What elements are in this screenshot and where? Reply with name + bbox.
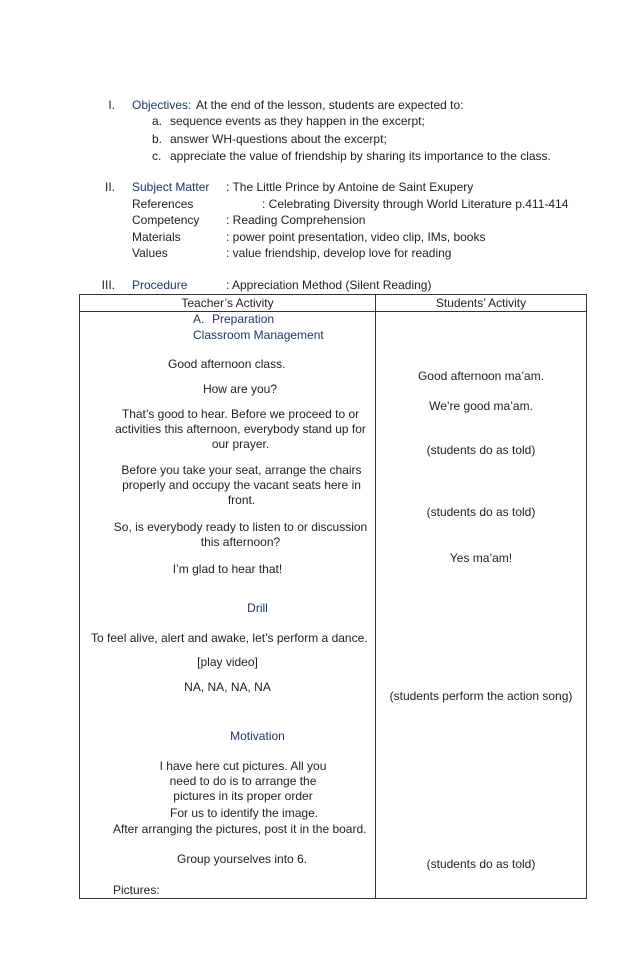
preparation-title: Preparation	[212, 312, 275, 326]
objective-letter: a.	[152, 114, 163, 128]
motivation-title: Motivation	[230, 729, 285, 743]
subject-matter-value: : The Little Prince by Antoine de Saint Exupery	[226, 180, 474, 194]
teacher-line: Pictures:	[113, 883, 160, 897]
references-label: References	[132, 197, 194, 211]
teacher-line: To feel alive, alert and awake, let’s perform a dance.	[91, 631, 368, 645]
student-line: (students do as told)	[426, 857, 536, 871]
student-line: (students perform the action song)	[389, 689, 573, 703]
teacher-activity-header: Teacher’s Activity	[181, 296, 274, 310]
materials-value: : power point presentation, video clip, IMs, books	[226, 230, 486, 244]
student-line: (students do as told)	[426, 443, 536, 457]
references-value: : Celebrating Diversity through World Literature p.411-414	[262, 197, 569, 211]
student-line: (students do as told)	[426, 505, 536, 519]
subject-matter-number: II.	[104, 180, 115, 194]
objective-item: sequence events as they happen in the excerpt;	[170, 114, 425, 128]
teacher-line: After arranging the pictures, post it in the board.	[113, 822, 367, 836]
classroom-management-title: Classroom Management	[193, 328, 324, 342]
subject-matter-label: Subject Matter	[132, 180, 210, 194]
teacher-line: Good afternoon class.	[168, 357, 286, 371]
procedure-number: III.	[101, 278, 115, 292]
competency-value: : Reading Comprehension	[226, 213, 366, 227]
teacher-line: I’m glad to hear that!	[172, 562, 283, 576]
objectives-label: Objectives:	[132, 98, 192, 112]
procedure-label: Procedure	[132, 278, 188, 292]
values-label: Values	[132, 246, 168, 260]
student-line: We’re good ma’am.	[429, 399, 533, 413]
objective-item: appreciate the value of friendship by sharing its importance to the class.	[170, 149, 551, 163]
teacher-line: How are you?	[202, 382, 278, 396]
preparation-letter: A.	[193, 312, 205, 326]
objective-letter: c.	[152, 149, 162, 163]
teacher-line: So, is everybody ready to listen to or discussion this afternoon?	[113, 520, 368, 549]
values-value: : value friendship, develop love for reading	[226, 246, 452, 260]
procedure-value: : Appreciation Method (Silent Reading)	[226, 278, 432, 292]
teacher-line: For us to identify the image.	[170, 806, 319, 820]
students-activity-header: Students’ Activity	[435, 296, 527, 310]
materials-label: Materials	[132, 230, 181, 244]
student-line: Yes ma’am!	[449, 551, 513, 565]
objectives-number: I.	[108, 98, 115, 112]
objective-item: answer WH-questions about the excerpt;	[170, 132, 387, 146]
objectives-intro: At the end of the lesson, students are expected to:	[196, 98, 464, 112]
teacher-line: Before you take your seat, arrange the chairs properly and occupy the vacant seats here in front.	[121, 463, 362, 507]
drill-title: Drill	[247, 601, 268, 615]
student-line: Good afternoon ma’am.	[417, 369, 545, 383]
header-divider	[79, 311, 587, 312]
teacher-line: NA, NA, NA, NA	[184, 680, 271, 694]
teacher-line: I have here cut pictures. All you need to do is to arrange the pictures in its proper order	[159, 759, 327, 803]
competency-label: Competency	[132, 213, 200, 227]
teacher-line: [play video]	[197, 655, 258, 669]
teacher-line: That’s good to hear. Before we proceed to or activities this afternoon, everybody stand up for our prayer.	[115, 407, 366, 451]
teacher-line: Group yourselves into 6.	[177, 852, 308, 866]
objective-letter: b.	[152, 132, 163, 146]
